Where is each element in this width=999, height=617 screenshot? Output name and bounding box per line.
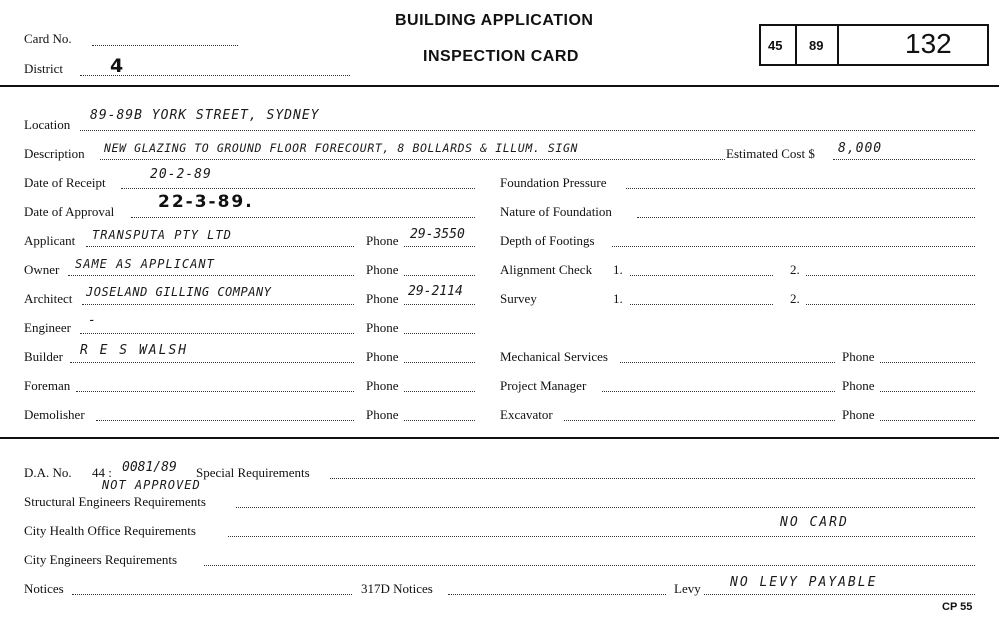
- details-divider: [0, 437, 999, 439]
- estimated-cost-value: 8,000: [838, 141, 883, 156]
- excavator-field[interactable]: [564, 420, 835, 421]
- excavator-phone-label: Phone: [842, 407, 875, 422]
- notices-label: Notices: [24, 581, 64, 596]
- alignment-check-2-field[interactable]: [806, 275, 975, 276]
- special-req-field[interactable]: [330, 478, 975, 479]
- date-approval-value: 22-3-89.: [158, 192, 254, 212]
- card-number-box: [837, 24, 989, 66]
- demolisher-phone-label: Phone: [366, 407, 399, 422]
- notices-field[interactable]: [72, 594, 352, 595]
- city-health-label: City Health Office Requirements: [24, 523, 196, 538]
- demolisher-field[interactable]: [96, 420, 354, 421]
- foundation-pressure-label: Foundation Pressure: [500, 175, 607, 190]
- excavator-label: Excavator: [500, 407, 553, 422]
- mechanical-phone-field[interactable]: [880, 362, 975, 363]
- special-req-label: Special Requirements: [196, 465, 310, 480]
- project-manager-label: Project Manager: [500, 378, 587, 393]
- year-box-2: [795, 24, 839, 66]
- district-label: District: [24, 61, 63, 76]
- engineer-phone-field[interactable]: [404, 333, 475, 334]
- builder-field[interactable]: [70, 362, 354, 363]
- date-receipt-field[interactable]: [121, 188, 475, 189]
- mechanical-phone-label: Phone: [842, 349, 875, 364]
- da-no-prefix: 44 :: [92, 465, 112, 480]
- demolisher-label: Demolisher: [24, 407, 85, 422]
- city-health-value: NO CARD: [780, 515, 849, 530]
- foreman-phone-field[interactable]: [404, 391, 475, 392]
- structural-label: Structural Engineers Requirements: [24, 494, 206, 509]
- applicant-value: TRANSPUTA PTY LTD: [92, 228, 232, 242]
- architect-field[interactable]: [82, 304, 354, 305]
- estimated-cost-label: Estimated Cost $: [726, 146, 815, 161]
- project-manager-phone-label: Phone: [842, 378, 875, 393]
- owner-label: Owner: [24, 262, 60, 277]
- architect-phone-value: 29-2114: [408, 284, 463, 299]
- levy-label: Levy: [674, 581, 701, 596]
- notices-317d-label: 317D Notices: [361, 581, 433, 596]
- engineer-phone-label: Phone: [366, 320, 399, 335]
- date-approval-label: Date of Approval: [24, 204, 115, 219]
- applicant-label: Applicant: [24, 233, 76, 248]
- da-no-label: D.A. No.: [24, 465, 72, 480]
- survey-1-label: 1.: [613, 291, 623, 306]
- owner-value: SAME AS APPLICANT: [75, 257, 215, 271]
- location-value: 89-89B YORK STREET, SYDNEY: [90, 108, 320, 123]
- city-engineers-field[interactable]: [204, 565, 975, 566]
- depth-footings-field[interactable]: [612, 246, 975, 247]
- city-health-field[interactable]: [228, 536, 975, 537]
- foreman-field[interactable]: [76, 391, 354, 392]
- district-value: 4: [110, 55, 126, 77]
- form-title-line1: BUILDING APPLICATION: [395, 12, 594, 29]
- applicant-phone-field[interactable]: [404, 246, 475, 247]
- builder-label: Builder: [24, 349, 63, 364]
- applicant-field[interactable]: [86, 246, 354, 247]
- year-box-2-value: 89: [809, 38, 824, 53]
- form-title-line2: INSPECTION CARD: [423, 48, 579, 65]
- foreman-label: Foreman: [24, 378, 71, 393]
- description-value: NEW GLAZING TO GROUND FLOOR FORECOURT, 8 BOLLARDS & ILLUM. SIGN: [104, 141, 578, 155]
- levy-field[interactable]: [704, 594, 975, 595]
- description-label: Description: [24, 146, 85, 161]
- alignment-check-label: Alignment Check: [500, 262, 593, 277]
- structural-note: NOT APPROVED: [102, 478, 201, 492]
- applicant-phone-label: Phone: [366, 233, 399, 248]
- alignment-check-1-field[interactable]: [630, 275, 773, 276]
- foreman-phone-label: Phone: [366, 378, 399, 393]
- nature-foundation-label: Nature of Foundation: [500, 204, 612, 219]
- builder-phone-label: Phone: [366, 349, 399, 364]
- description-field[interactable]: [100, 159, 725, 160]
- city-engineers-label: City Engineers Requirements: [24, 552, 178, 567]
- year-box-1-value: 45: [768, 38, 783, 53]
- location-label: Location: [24, 117, 71, 132]
- mechanical-field[interactable]: [620, 362, 835, 363]
- architect-phone-field[interactable]: [404, 304, 475, 305]
- architect-phone-label: Phone: [366, 291, 399, 306]
- engineer-label: Engineer: [24, 320, 71, 335]
- demolisher-phone-field[interactable]: [404, 420, 475, 421]
- survey-2-label: 2.: [790, 291, 800, 306]
- builder-value: R E S WALSH: [80, 343, 189, 358]
- owner-phone-field[interactable]: [404, 275, 475, 276]
- applicant-phone-value: 29-3550: [410, 227, 465, 242]
- survey-1-field[interactable]: [630, 304, 773, 305]
- owner-field[interactable]: [68, 275, 354, 276]
- depth-footings-label: Depth of Footings: [500, 233, 595, 248]
- estimated-cost-field[interactable]: [833, 159, 975, 160]
- header-divider: [0, 85, 999, 87]
- year-box-1: [759, 24, 797, 66]
- architect-label: Architect: [24, 291, 73, 306]
- owner-phone-label: Phone: [366, 262, 399, 277]
- engineer-field[interactable]: [80, 333, 354, 334]
- location-field[interactable]: [80, 130, 975, 131]
- mechanical-label: Mechanical Services: [500, 349, 608, 364]
- project-manager-field[interactable]: [602, 391, 835, 392]
- date-receipt-label: Date of Receipt: [24, 175, 106, 190]
- da-no-value: 0081/89: [122, 460, 177, 475]
- builder-phone-field[interactable]: [404, 362, 475, 363]
- date-receipt-value: 20-2-89: [150, 167, 212, 182]
- alignment-check-1-label: 1.: [613, 262, 623, 277]
- survey-2-field[interactable]: [806, 304, 975, 305]
- foundation-pressure-field[interactable]: [626, 188, 975, 189]
- card-number: 132: [905, 28, 952, 59]
- levy-value: NO LEVY PAYABLE: [730, 575, 878, 590]
- survey-label: Survey: [500, 291, 537, 306]
- card-no-field[interactable]: [92, 45, 238, 46]
- project-manager-phone-field[interactable]: [880, 391, 975, 392]
- alignment-check-2-label: 2.: [790, 262, 800, 277]
- date-approval-field[interactable]: [131, 217, 475, 218]
- architect-value: JOSELAND GILLING COMPANY: [86, 285, 272, 299]
- engineer-value: -: [88, 313, 97, 328]
- card-no-label: Card No.: [24, 31, 72, 46]
- form-code: CP 55: [942, 601, 973, 613]
- excavator-phone-field[interactable]: [880, 420, 975, 421]
- notices-317d-field[interactable]: [448, 594, 666, 595]
- nature-foundation-field[interactable]: [637, 217, 975, 218]
- structural-field[interactable]: [236, 507, 975, 508]
